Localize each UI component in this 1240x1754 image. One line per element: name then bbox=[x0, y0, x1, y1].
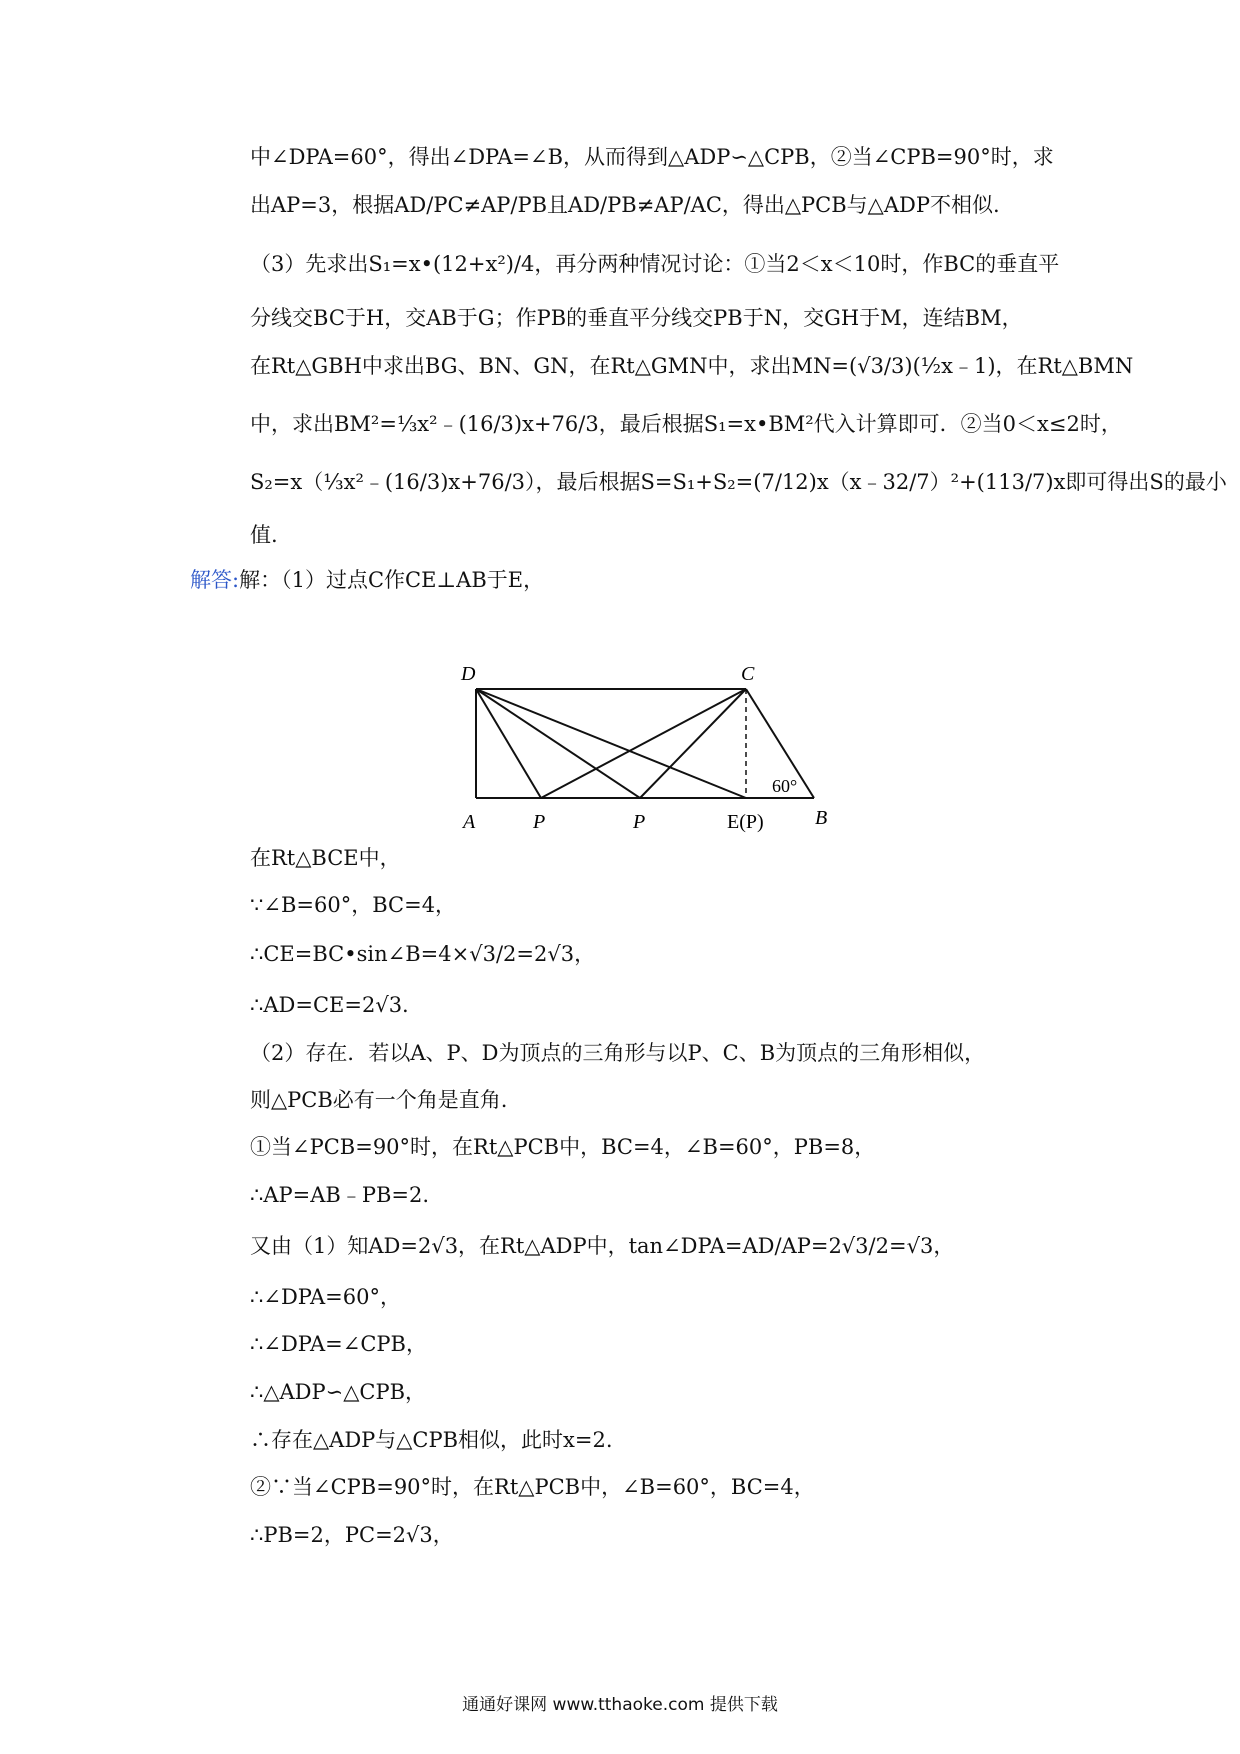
segment-DP1 bbox=[476, 689, 541, 798]
analysis-line-8: 值. bbox=[250, 523, 278, 547]
label-D: D bbox=[461, 663, 476, 685]
solution-line: ∵∠B=60°，BC=4， bbox=[250, 893, 457, 917]
solution-line: ∴AP=AB﹣PB=2. bbox=[250, 1183, 430, 1207]
solution-line: ∴PB=2，PC=2√3， bbox=[250, 1523, 454, 1547]
solution-line: （2）存在．若以A、P、D为顶点的三角形与以P、C、B为顶点的三角形相似， bbox=[250, 1041, 986, 1065]
label-P2: P bbox=[633, 811, 646, 833]
analysis-line-1: 中∠DPA=60°，得出∠DPA=∠B，从而得到△ADP∽△CPB，②当∠CPB=90°时，求 bbox=[250, 145, 1054, 169]
solution-line: ∴存在△ADP与△CPB相似，此时x=2. bbox=[250, 1428, 613, 1452]
segment-CP1 bbox=[541, 689, 746, 798]
label-E: E(P) bbox=[727, 811, 764, 833]
solution-intro-line bbox=[190, 560, 1060, 600]
analysis-line-4: 分线交BC于H，交AB于G；作PB的垂直平分线交PB于N，交GH于M，连结BM， bbox=[250, 306, 1023, 330]
solution-line: 在Rt△BCE中， bbox=[250, 846, 401, 870]
solution-line: ∴∠DPA=60°， bbox=[250, 1285, 401, 1309]
solution-label: 解答: bbox=[190, 568, 240, 592]
label-A: A bbox=[463, 811, 476, 833]
solution-line: ②∵当∠CPB=90°时，在Rt△PCB中，∠B=60°，BC=4， bbox=[250, 1475, 815, 1499]
solution-line: ∴∠DPA=∠CPB， bbox=[250, 1332, 427, 1356]
solution-line: ∴AD=CE=2√3. bbox=[250, 993, 409, 1017]
segment-DP2 bbox=[476, 689, 640, 798]
solution-intro: 解：（1）过点C作CE⊥AB于E， bbox=[239, 568, 545, 592]
solution-line: 又由（1）知AD=2√3，在Rt△ADP中，tan∠DPA=AD/AP=2√3/2=√3， bbox=[250, 1234, 955, 1258]
solution-line: ∴CE=BC•sin∠B=4×√3/2=2√3， bbox=[250, 942, 596, 966]
solution-line: 则△PCB必有一个角是直角. bbox=[250, 1088, 508, 1112]
segment-DE bbox=[476, 689, 746, 798]
analysis-line-5: 在Rt△GBH中求出BG、BN、GN，在Rt△GMN中，求出MN=(√3/3)(½x﹣1)，在Rt△BMN bbox=[250, 354, 1134, 378]
label-B: B bbox=[815, 807, 828, 829]
label-P1: P bbox=[533, 811, 546, 833]
analysis-line-7: S₂=x（⅓x²﹣(16/3)x+76/3），最后根据S=S₁+S₂=(7/12)x（x﹣32/7）²+(113/7)x即可得出S的最小 bbox=[250, 470, 1227, 494]
analysis-line-6: 中，求出BM²=⅓x²﹣(16/3)x+76/3，最后根据S₁=x•BM²代入计算即可．②当0＜x≤2时， bbox=[250, 412, 1122, 436]
analysis-line-3: （3）先求出S₁=x•(12+x²)/4，再分两种情况讨论：①当2＜x＜10时，作BC的垂直平 bbox=[250, 252, 1060, 276]
geometry-figure bbox=[455, 660, 855, 840]
page-footer: 通通好课网 www.tthaoke.com 提供下载 bbox=[462, 1695, 778, 1715]
analysis-line-2: 出AP=3，根据AD/PC≠AP/PB且AD/PB≠AP/AC，得出△PCB与△ADP不相似. bbox=[250, 193, 1000, 217]
label-C: C bbox=[741, 663, 755, 685]
segment-CP2 bbox=[640, 689, 746, 798]
solution-line: ①当∠PCB=90°时，在Rt△PCB中，BC=4，∠B=60°，PB=8， bbox=[250, 1135, 876, 1159]
angle-label: 60° bbox=[772, 776, 798, 796]
solution-line: ∴△ADP∽△CPB， bbox=[250, 1380, 427, 1404]
